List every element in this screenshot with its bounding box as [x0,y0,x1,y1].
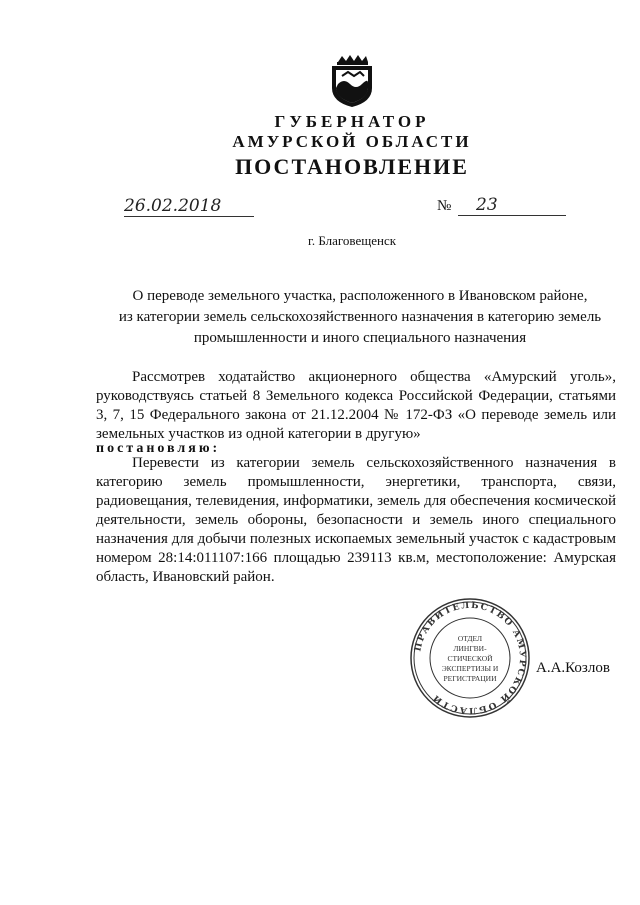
handwritten-date: 26.02.2018 [124,196,254,217]
decree-word: постановляю: [96,441,221,456]
stamp-line: ЛИНГВИ- [453,644,487,653]
official-stamp [408,596,532,720]
title-line: промышленности и иного специального назначения [193,330,527,346]
preamble-paragraph: Рассмотрев ходатайство акционерного общества «Амурский уголь», руководствуясь статьей 8 Земельного кодекса Российской Федерации, статьями 3, 7, 15 Федерального закона от 21.12.2004 № 172-ФЗ «О переводе земель или земельных участков из одной категории в другую» [96,369,616,442]
governor-title: ГУБЕРНАТОР [274,112,430,131]
handwritten-number: 23 [458,195,566,216]
stamp-line: ОТДЕЛ [457,634,483,643]
number-label: № [437,198,452,214]
decision-paragraph: Перевести из категории земель сельскохозяйственного назначения в категорию земель промышленности, энергетики, транспорта, связи, радиовещания, телевидения, информатики, земель для обеспечения космической деятельности, земель обороны, безопасности и земель иного специального назначения для добычи полезных ископаемых земельный участок с кадастровым номером 28:14:011107:166 площадью 239113 кв.м, местоположение: Амурская область, Ивановский район. [96,455,616,585]
coat-of-arms-icon [328,54,376,108]
signatory-name: А.А.Козлов [536,660,610,676]
title-line: из категории земель сельскохозяйственного назначения в категорию земель [118,309,602,325]
city-line: г. Благовещенск [307,233,397,248]
stamp-outer-text: ПРАВИТЕЛЬСТВО АМУРСКОЙ ОБЛАСТИ [413,600,528,716]
document-type: ПОСТАНОВЛЕНИЕ [235,154,469,179]
region-title: АМУРСКОЙ ОБЛАСТИ [232,132,472,151]
stamp-line: СТИЧЕСКОЙ [447,654,493,663]
stamp-line: ЭКСПЕРТИЗЫ И [441,664,499,673]
title-line: О переводе земельного участка, расположенного в Ивановском районе, [132,288,588,304]
stamp-line: РЕГИСТРАЦИИ [443,674,497,683]
document-title [80,286,640,349]
